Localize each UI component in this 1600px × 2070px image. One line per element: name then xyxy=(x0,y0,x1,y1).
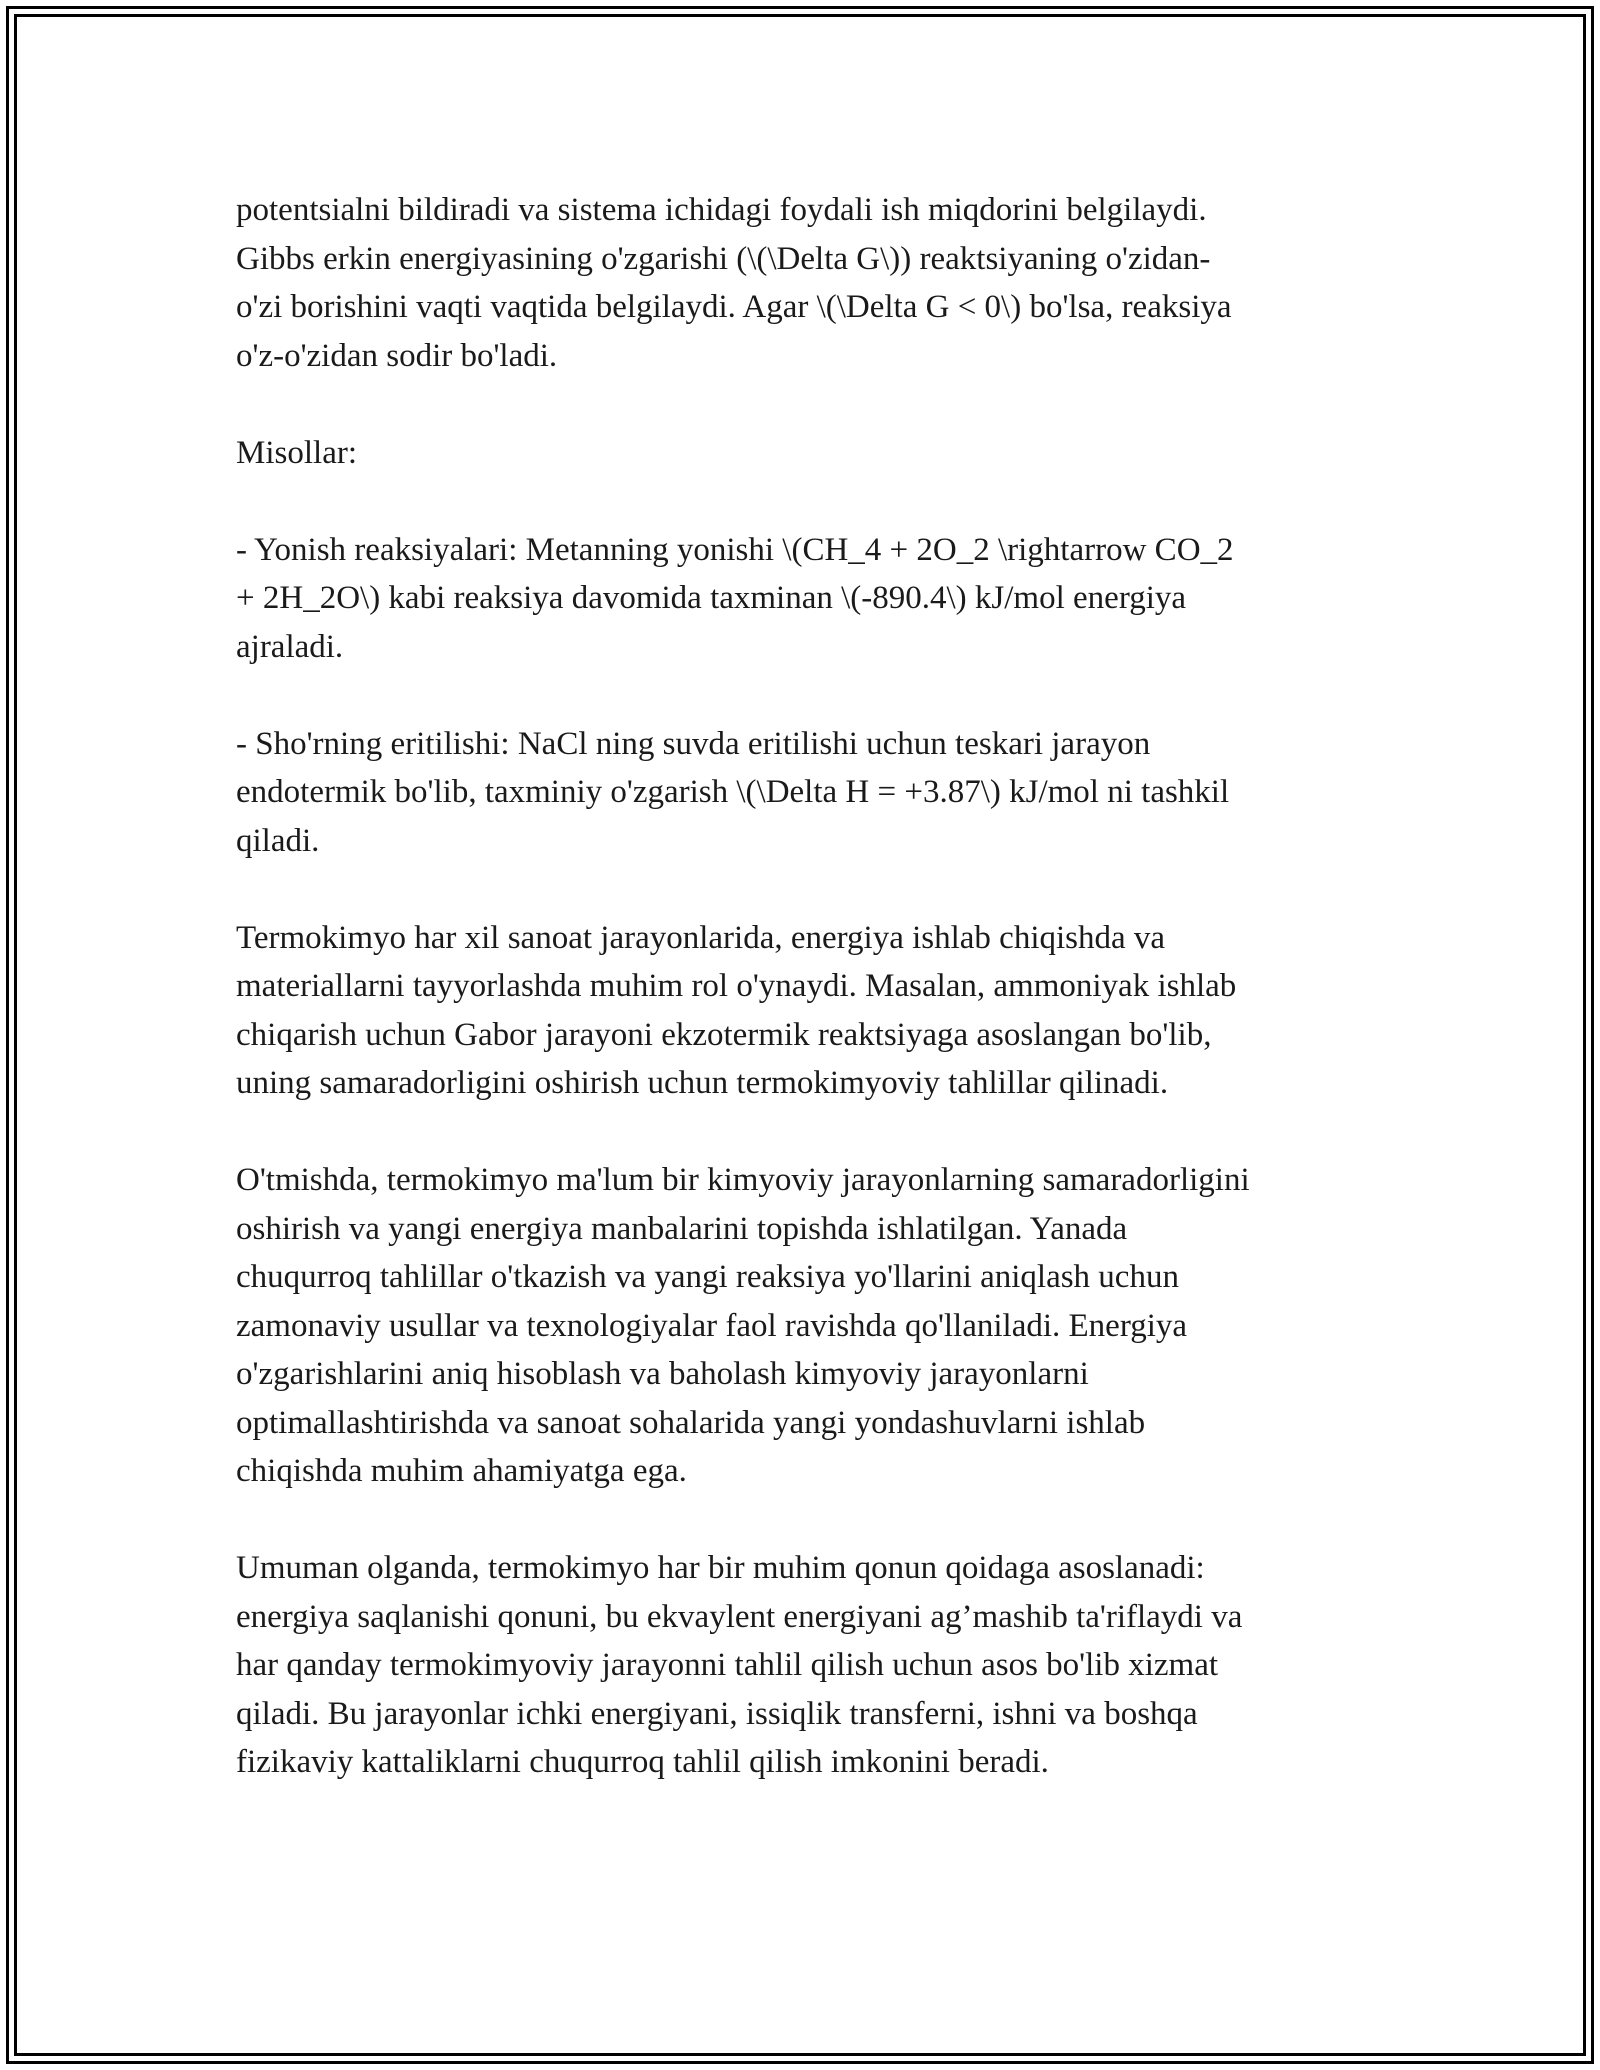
paragraph-history-and-methods: O'tmishda, termokimyo ma'lum bir kimyoviy jarayonlarning samaradorligini oshirish va yangi energiya manbalarini topishda ishlatilgan. Yanada chuqurroq tahlillar o'tkazish va yangi reaksiya yo'llarini aniqlash uchun zamonaviy usullar va texnologiyalar faol ravishda qo'llaniladi. Energiya o'zgarishlarini aniq hisoblash va baholash kimyoviy jarayonlarni optimallashtirishda va sanoat sohalarida yangi yondashuvlarni ishlab chiqishda muhim ahamiyatga ega. xyxy=(236,1162,1250,1489)
paragraph-salt-dissolution-example: - Sho'rning eritilishi: NaCl ning suvda eritilishi uchun teskari jarayon endotermik bo'lib, taxminiy o'zgarish \(\Delta H = +3.87\) kJ/mol ni tashkil qiladi. xyxy=(236,725,1230,859)
document-body xyxy=(236,186,1366,1787)
paragraph-industrial-applications: Termokimyo har xil sanoat jarayonlarida, energiya ishlab chiqishda va materiallarni tayyorlashda muhim rol o'ynaydi. Masalan, ammoniyak ishlab chiqarish uchun Gabor jarayoni ekzotermik reaktsiyaga asoslangan bo'lib, uning samaradorligini oshirish uchun termokimyoviy tahlillar qilinadi. xyxy=(236,919,1237,1101)
paragraph-examples-heading: Misollar: xyxy=(236,434,357,471)
paragraph-gibbs-energy: potentsialni bildiradi va sistema ichidagi foydali ish miqdorini belgilaydi. Gibbs erkin energiyasining o'zgarishi (\(\Delta G\)) reaktsiyaning o'zidan- o'zi borishini vaqti vaqtida belgilaydi. Agar \(\Delta G < 0\) bo'lsa, reaksiya o'z-o'zidan sodir bo'ladi. xyxy=(236,192,1232,374)
paragraph-conclusion: Umuman olganda, termokimyo har bir muhim qonun qoidaga asoslanadi: energiya saqlanishi qonuni, bu ekvaylent energiyani ag’mashib ta'riflaydi va har qanday termokimyoviy jarayonni tahlil qilish uchun asos bo'lib xizmat qiladi. Bu jarayonlar ichki energiyani, issiqlik transferni, ishni va boshqa fizikaviy kattaliklarni chuqurroq tahlil qilish imkonini beradi. xyxy=(236,1550,1243,1780)
paragraph-combustion-example: - Yonish reaksiyalari: Metanning yonishi \(CH_4 + 2O_2 \rightarrow CO_2 + 2H_2O\) kabi reaksiya davomida taxminan \(-890.4\) kJ/mol energiya ajraladi. xyxy=(236,531,1234,665)
